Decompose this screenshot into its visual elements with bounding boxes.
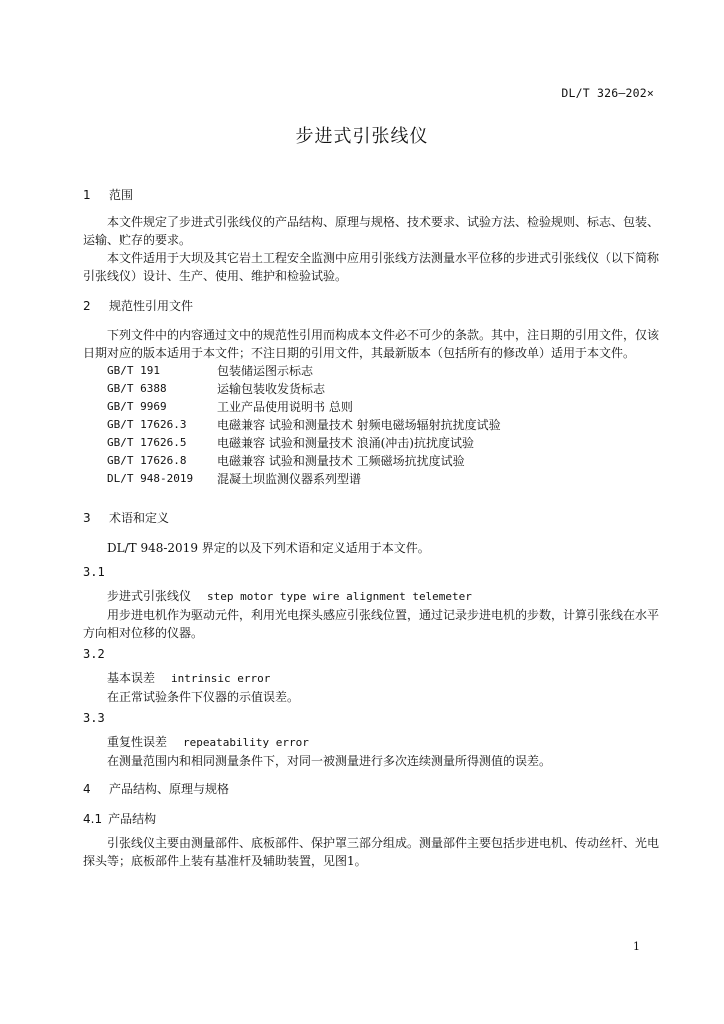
term-entry	[83, 733, 659, 770]
term-definition: 在测量范围内和相同测量条件下，对同一被测量进行多次连续测量所得测值的误差。	[107, 754, 552, 768]
section-2-body	[83, 326, 659, 488]
section-4-heading: 4 产品结构、原理与规格	[83, 782, 230, 796]
reference-item: GB/T 191 包装储运图示标志	[107, 364, 314, 378]
reference-item: GB/T 17626.8 电磁兼容 试验和测量技术 工频磁场抗扰度试验	[107, 454, 465, 468]
reference-list	[83, 362, 659, 488]
paragraph: 本文件适用于大坝及其它岩土工程安全监测中应用引张线方法测量水平位移的步进式引张线仪（以下简称引张线仪）设计、生产、使用、维护和检验试验。	[83, 251, 660, 283]
section-4-body	[83, 834, 659, 870]
reference-item: GB/T 17626.5 电磁兼容 试验和测量技术 浪涌(冲击)抗扰度试验	[107, 436, 474, 450]
page-number: 1	[633, 940, 640, 953]
paragraph: DL/T 948-2019 界定的以及下列术语和定义适用于本文件。	[107, 541, 430, 555]
paragraph: 引张线仪主要由测量部件、底板部件、保护罩三部分组成。测量部件主要包括步进电机、传动丝杆、光电探头等；底板部件上装有基准杆及辅助装置，见图1。	[83, 836, 660, 868]
section-1-heading: 1 范围	[83, 188, 134, 202]
reference-item: GB/T 9969 工业产品使用说明书 总则	[107, 400, 353, 414]
reference-item: GB/T 17626.3 电磁兼容 试验和测量技术 射频电磁场辐射抗扰度试验	[107, 418, 501, 432]
term-heading: 基本误差 intrinsic error	[107, 671, 271, 685]
term-definition: 在正常试验条件下仪器的示值误差。	[107, 690, 300, 704]
term-entry	[83, 587, 659, 642]
reference-item: GB/T 6388 运输包装收发货标志	[107, 382, 326, 396]
section-2-heading: 2 规范性引用文件	[83, 299, 194, 313]
reference-item: DL/T 948-2019 混凝土坝监测仪器系列型谱	[107, 472, 362, 486]
section-3-heading: 3 术语和定义	[83, 511, 170, 525]
section-1-body	[83, 213, 659, 285]
paragraph: 下列文件中的内容通过文中的规范性引用而构成本文件必不可少的条款。其中，注日期的引用文件，仅该日期对应的版本适用于本文件；不注日期的引用文件，其最新版本（包括所有的修改单）适用于本文件。	[83, 328, 660, 360]
term-entry	[83, 669, 659, 706]
term-number: 3.2	[83, 647, 105, 661]
term-number: 3.3	[83, 711, 105, 725]
subsection-4-1-heading: 4.1 产品结构	[83, 812, 157, 826]
document-title: 步进式引张线仪	[295, 126, 429, 147]
standard-code: DL/T 326—202×	[561, 86, 654, 100]
term-heading: 步进式引张线仪 step motor type wire alignment telemeter	[107, 589, 472, 603]
term-number: 3.1	[83, 565, 105, 579]
paragraph: 本文件规定了步进式引张线仪的产品结构、原理与规格、技术要求、试验方法、检验规则、标志、包装、运输、贮存的要求。	[83, 215, 660, 247]
term-heading: 重复性误差 repeatability error	[107, 735, 309, 749]
term-definition: 用步进电机作为驱动元件，利用光电探头感应引张线位置，通过记录步进电机的步数，计算引张线在水平方向相对位移的仪器。	[83, 608, 660, 640]
section-3-intro	[83, 539, 659, 557]
